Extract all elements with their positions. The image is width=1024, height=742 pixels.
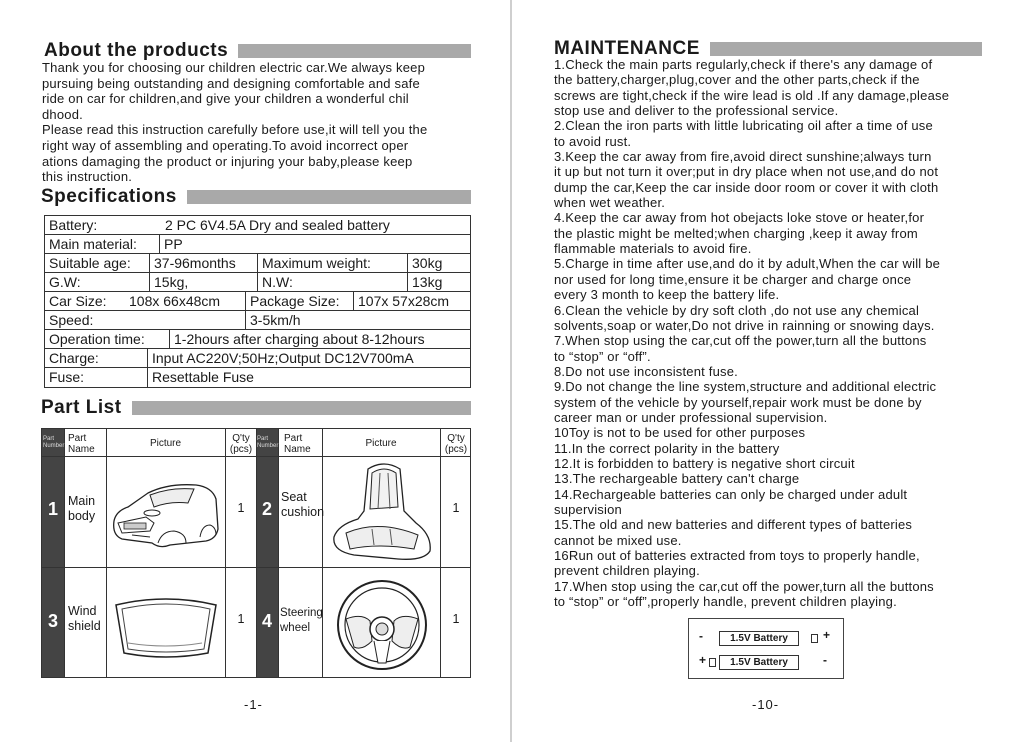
spec-label: Fuse: (49, 369, 85, 385)
about-line: ations damaging the product or injuring your baby,please keep (42, 153, 413, 169)
column-divider (278, 429, 279, 677)
spec-label: Charge: (49, 350, 99, 366)
maintenance-line: to avoid rust. (554, 133, 632, 149)
maintenance-line: career man or under professional supervision. (554, 409, 828, 425)
steering-wheel-icon (332, 575, 432, 675)
spec-label: G.W: (49, 274, 81, 290)
part-name: Wind shield (68, 604, 101, 633)
part-list-table (41, 428, 471, 678)
column-divider (440, 429, 441, 677)
maintenance-line: nor used for long time,ensure it be charger and charge once (554, 271, 912, 287)
part-qty: 1 (452, 612, 460, 626)
hdr-qty: Q'ty (pcs) (444, 433, 468, 455)
spec-label: Car Size: (49, 293, 107, 309)
spec-row-speed (45, 311, 470, 330)
plus-sign: + (699, 653, 707, 667)
maintenance-line: flammable materials to avoid fire. (554, 241, 752, 257)
spec-label: Operation time: (49, 331, 145, 347)
maintenance-line: solvents,soap or water,Do not drive in rainning or snowing days. (554, 317, 935, 333)
minus-sign: - (823, 653, 827, 667)
maintenance-line: prevent children playing. (554, 563, 700, 579)
spec-value: PP (159, 235, 183, 254)
maintenance-line: 12.It is forbidden to battery is negative short circuit (554, 455, 855, 471)
page-number-left: -1- (244, 697, 263, 712)
spec-value: Input AC220V;50Hz;Output DC12V700mA (147, 349, 414, 368)
part-number: 3 (47, 611, 58, 631)
about-line: pursuing being outstanding and designing comfortable and safe (42, 75, 420, 91)
spec-value: 107x 57x28cm (353, 292, 449, 311)
battery-terminal (811, 634, 818, 643)
spec-label: Main material: (49, 236, 137, 252)
part-name: Main body (68, 494, 96, 523)
maintenance-line: 7.When stop using the car,cut off the power,turn all the buttons (554, 333, 927, 349)
maintenance-line: 9.Do not change the line system,structure and additional electric (554, 379, 937, 395)
maintenance-line: it up but not turn it over;put in dry place when not use,and do not (554, 164, 939, 180)
spec-row-charge (45, 349, 470, 368)
maintenance-line: 8.Do not use inconsistent fuse. (554, 363, 738, 379)
battery-2: 1.5V Battery (719, 655, 799, 670)
about-text (42, 60, 482, 185)
hdr-qty: Q'ty (pcs) (229, 433, 253, 455)
about-heading (44, 40, 471, 62)
spec-value: 108x 66x48cm (129, 293, 221, 309)
part-name: Steering wheel (280, 607, 323, 634)
part-name: Seat cushion (281, 490, 325, 519)
maintenance-line: the plastic might be melted;when charging ,keep it away from (554, 225, 918, 241)
seat-cushion-icon (328, 459, 438, 563)
about-line: this instruction. (42, 169, 133, 185)
part-qty: 1 (237, 501, 245, 515)
hdr-part-name: Part Name (68, 433, 95, 455)
page-number-right: -10- (752, 697, 780, 712)
maintenance-line: 14.Rechargeable batteries can only be charged under adult (554, 486, 908, 502)
car-body-icon (110, 477, 222, 557)
maintenance-line: 13.The rechargeable battery can't charge (554, 471, 800, 487)
maintenance-line: dump the car,Keep the car inside door room or cover it with cloth (554, 179, 939, 195)
spec-label: Battery: (49, 217, 98, 233)
part-number: 4 (261, 611, 272, 631)
spec-row-size (45, 292, 470, 311)
left-page (0, 0, 511, 742)
spec-label: Speed: (49, 312, 94, 328)
maintenance-line: 4.Keep the car away from hot obejacts loke stove or heater,for (554, 210, 925, 226)
part-number: 2 (261, 499, 272, 519)
heading-bar (710, 42, 982, 56)
partlist-title: Part List (41, 397, 122, 418)
column-divider (64, 429, 65, 677)
part-qty: 1 (452, 501, 460, 515)
maintenance-line: 5.Charge in time after use,and do it by adult,When the car will be (554, 256, 941, 272)
maintenance-line: when wet weather. (554, 195, 666, 211)
spec-value: 1-2hours after charging about 8-12hours (169, 330, 425, 349)
column-divider (256, 429, 257, 677)
hdr-picture: Picture (149, 438, 182, 449)
maintenance-line: 11.In the correct polarity in the battery (554, 440, 780, 456)
maintenance-line: the battery,charger,plug,cover and the other parts,check if the (554, 72, 920, 88)
spec-row-battery (45, 216, 470, 235)
part-number-column (42, 429, 64, 677)
maintenance-line: 17.When stop using the car,cut off the power,turn all the buttons (554, 578, 934, 594)
spec-row-fuse (45, 368, 470, 387)
maintenance-line: 3.Keep the car away from fire,avoid direct sunshine;always turn (554, 149, 932, 165)
spec-value: 3-5km/h (245, 311, 301, 330)
hdr-part-number: Part Number (257, 436, 279, 449)
specs-heading (41, 186, 471, 208)
column-divider (322, 429, 323, 677)
partlist-heading (41, 397, 471, 419)
maintenance-line: to “stop” or “off”,properly handle, prevent children playing. (554, 594, 897, 610)
part-number-column (256, 429, 278, 677)
column-divider (106, 429, 107, 677)
spec-row-optime (45, 330, 470, 349)
spec-row-weight (45, 273, 470, 292)
maintenance-title: MAINTENANCE (554, 38, 700, 59)
column-divider (225, 429, 226, 677)
maintenance-line: system of the vehicle by yourself,repair work must be done by (554, 394, 922, 410)
spec-label: Suitable age: (49, 255, 131, 271)
about-line: right way of assembling and operating.To avoid incorrect oper (42, 137, 409, 153)
part-number: 1 (47, 499, 58, 519)
spec-value: Resettable Fuse (147, 368, 254, 387)
row-divider (42, 456, 470, 457)
maintenance-line: 1.Check the main parts regularly,check if there's any damage of (554, 57, 933, 72)
maintenance-line: cannot be mixed use. (554, 532, 682, 548)
spec-value: 30kg (407, 254, 442, 273)
maintenance-line: every 3 month to keep the battery life. (554, 287, 780, 303)
about-line: Please read this instruction carefully before use,it will tell you the (42, 122, 428, 138)
maintenance-line: to “stop” or “off”. (554, 348, 651, 364)
specifications-table (44, 215, 471, 388)
maintenance-line: 6.Clean the vehicle by dry soft cloth ,do not use any chemical (554, 302, 920, 318)
heading-bar (187, 190, 471, 204)
spec-value: 37-96months (149, 254, 236, 273)
spec-value: 13kg (407, 273, 442, 292)
battery-1: 1.5V Battery (719, 631, 799, 646)
maintenance-line: 15.The old and new batteries and different types of batteries (554, 517, 913, 533)
battery-terminal (709, 658, 716, 667)
maintenance-line: 10Toy is not to be used for other purposes (554, 425, 806, 441)
maintenance-line: 2.Clean the iron parts with little lubricating oil after a time of use (554, 118, 933, 134)
hdr-part-number: Part Number (43, 436, 65, 449)
plus-sign: + (823, 628, 831, 642)
spec-label: Maximum weight: (257, 254, 371, 273)
hdr-part-name: Part Name (284, 433, 311, 455)
specs-title: Specifications (41, 186, 177, 207)
spec-row-material (45, 235, 470, 254)
battery-diagram (688, 618, 844, 679)
about-title: About the products (44, 40, 229, 61)
about-line: ride on car for children,and give your children a wonderful chil (42, 91, 409, 107)
about-line: dhood. (42, 106, 83, 122)
row-divider (42, 567, 470, 568)
spec-label: N.W: (257, 273, 293, 292)
spec-value: 2 PC 6V4.5A Dry and sealed battery (165, 217, 390, 233)
about-line: Thank you for choosing our children electric car.We always keep (42, 60, 426, 75)
hdr-picture: Picture (365, 438, 397, 449)
maintenance-line: supervision (554, 501, 622, 517)
part-qty: 1 (237, 612, 245, 626)
maintenance-line: 16Run out of batteries extracted from toys to properly handle, (554, 548, 920, 563)
heading-bar (238, 44, 471, 58)
heading-bar (132, 401, 471, 415)
spec-label: Package Size: (245, 292, 340, 311)
windshield-icon (110, 591, 222, 667)
maintenance-text (554, 57, 1014, 609)
spec-value: 15kg, (149, 273, 188, 292)
spec-row-age (45, 254, 470, 273)
minus-sign: - (699, 629, 703, 643)
maintenance-line: stop use and deliver to the professional service. (554, 103, 839, 119)
maintenance-line: screws are tight,check if the wire lead is old .If any damage,please (554, 87, 950, 103)
